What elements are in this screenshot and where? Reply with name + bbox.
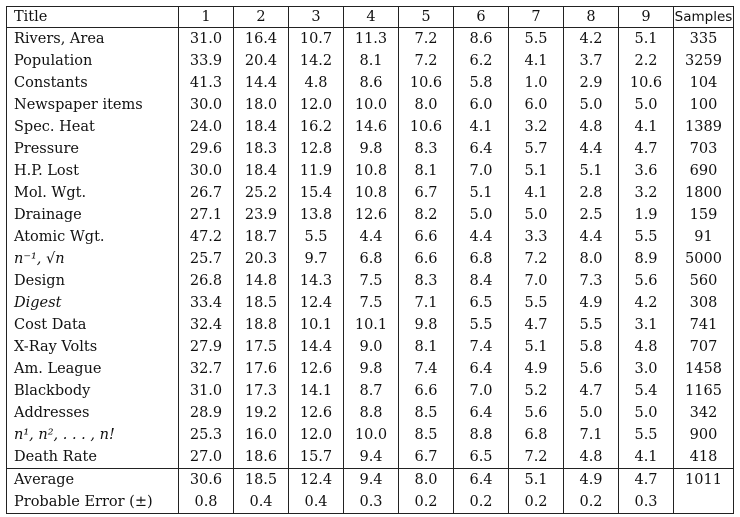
row-value-digit-2: 14.8 <box>234 270 289 292</box>
row-value-digit-7: 5.5 <box>509 292 564 314</box>
data-table-container <box>6 6 733 514</box>
row-value-digit-5: 8.3 <box>399 138 454 160</box>
row-value-digit-9: 5.5 <box>619 226 674 248</box>
row-value-digit-6: 6.2 <box>454 50 509 72</box>
row-samples: 690 <box>674 160 734 182</box>
row-value-digit-8: 5.6 <box>564 358 619 380</box>
row-value-digit-5: 7.2 <box>399 28 454 51</box>
row-value-digit-7: 5.5 <box>509 28 564 51</box>
row-value-digit-4: 7.5 <box>344 292 399 314</box>
row-value-digit-1: 26.8 <box>179 270 234 292</box>
summary-value-digit-1: 0.8 <box>179 491 234 514</box>
row-value-digit-3: 4.8 <box>289 72 344 94</box>
row-title: Design <box>7 270 179 292</box>
table-row <box>7 138 734 160</box>
row-value-digit-7: 3.3 <box>509 226 564 248</box>
row-value-digit-8: 8.0 <box>564 248 619 270</box>
row-samples: 703 <box>674 138 734 160</box>
row-value-digit-8: 5.1 <box>564 160 619 182</box>
row-value-digit-2: 20.3 <box>234 248 289 270</box>
row-value-digit-9: 5.6 <box>619 270 674 292</box>
table-row <box>7 226 734 248</box>
row-value-digit-9: 1.9 <box>619 204 674 226</box>
row-samples: 1165 <box>674 380 734 402</box>
row-value-digit-1: 25.7 <box>179 248 234 270</box>
row-value-digit-4: 10.0 <box>344 424 399 446</box>
summary-value-digit-9: 0.3 <box>619 491 674 514</box>
row-value-digit-9: 3.0 <box>619 358 674 380</box>
row-value-digit-7: 4.9 <box>509 358 564 380</box>
row-value-digit-4: 10.8 <box>344 160 399 182</box>
row-value-digit-6: 5.8 <box>454 72 509 94</box>
row-value-digit-5: 7.1 <box>399 292 454 314</box>
row-samples: 900 <box>674 424 734 446</box>
row-value-digit-9: 10.6 <box>619 72 674 94</box>
row-samples: 1389 <box>674 116 734 138</box>
row-value-digit-5: 7.4 <box>399 358 454 380</box>
row-value-digit-1: 33.9 <box>179 50 234 72</box>
table-row <box>7 116 734 138</box>
row-value-digit-4: 9.8 <box>344 358 399 380</box>
row-title: Constants <box>7 72 179 94</box>
row-title: Newspaper items <box>7 94 179 116</box>
row-title: Pressure <box>7 138 179 160</box>
row-value-digit-5: 7.2 <box>399 50 454 72</box>
header-digit-5: 5 <box>399 7 454 28</box>
table-row <box>7 50 734 72</box>
row-value-digit-6: 8.8 <box>454 424 509 446</box>
row-value-digit-6: 6.4 <box>454 358 509 380</box>
row-value-digit-3: 12.4 <box>289 292 344 314</box>
benford-table <box>6 6 734 514</box>
row-value-digit-9: 4.1 <box>619 116 674 138</box>
table-row <box>7 336 734 358</box>
row-value-digit-6: 6.4 <box>454 138 509 160</box>
row-value-digit-4: 6.8 <box>344 248 399 270</box>
row-value-digit-2: 17.6 <box>234 358 289 380</box>
row-value-digit-6: 4.4 <box>454 226 509 248</box>
summary-value-digit-8: 4.9 <box>564 469 619 492</box>
header-digit-1: 1 <box>179 7 234 28</box>
row-samples: 335 <box>674 28 734 51</box>
row-value-digit-9: 4.1 <box>619 446 674 469</box>
summary-value-digit-2: 0.4 <box>234 491 289 514</box>
row-value-digit-1: 41.3 <box>179 72 234 94</box>
row-value-digit-2: 18.4 <box>234 160 289 182</box>
table-row <box>7 94 734 116</box>
summary-value-digit-1: 30.6 <box>179 469 234 492</box>
row-value-digit-7: 4.1 <box>509 50 564 72</box>
row-title: Mol. Wgt. <box>7 182 179 204</box>
row-value-digit-7: 7.2 <box>509 446 564 469</box>
row-samples: 5000 <box>674 248 734 270</box>
row-value-digit-1: 29.6 <box>179 138 234 160</box>
row-value-digit-5: 6.6 <box>399 380 454 402</box>
row-value-digit-3: 5.5 <box>289 226 344 248</box>
summary-samples <box>674 491 734 514</box>
row-value-digit-2: 16.4 <box>234 28 289 51</box>
row-value-digit-5: 8.3 <box>399 270 454 292</box>
summary-value-digit-5: 0.2 <box>399 491 454 514</box>
row-value-digit-7: 5.6 <box>509 402 564 424</box>
row-value-digit-8: 7.3 <box>564 270 619 292</box>
row-value-digit-6: 6.5 <box>454 446 509 469</box>
row-samples: 308 <box>674 292 734 314</box>
row-value-digit-7: 5.7 <box>509 138 564 160</box>
row-value-digit-8: 2.9 <box>564 72 619 94</box>
row-value-digit-9: 3.6 <box>619 160 674 182</box>
row-value-digit-1: 32.4 <box>179 314 234 336</box>
row-value-digit-5: 10.6 <box>399 72 454 94</box>
row-value-digit-9: 8.9 <box>619 248 674 270</box>
row-samples: 91 <box>674 226 734 248</box>
summary-value-digit-2: 18.5 <box>234 469 289 492</box>
row-value-digit-8: 4.4 <box>564 138 619 160</box>
table-row <box>7 72 734 94</box>
header-digit-2: 2 <box>234 7 289 28</box>
summary-value-digit-9: 4.7 <box>619 469 674 492</box>
average-row <box>7 469 734 492</box>
row-value-digit-9: 3.2 <box>619 182 674 204</box>
summary-value-digit-8: 0.2 <box>564 491 619 514</box>
row-value-digit-3: 15.4 <box>289 182 344 204</box>
probable-error-row <box>7 491 734 514</box>
row-value-digit-6: 6.4 <box>454 402 509 424</box>
row-value-digit-1: 30.0 <box>179 160 234 182</box>
row-value-digit-5: 6.7 <box>399 446 454 469</box>
row-samples: 1800 <box>674 182 734 204</box>
row-value-digit-8: 4.2 <box>564 28 619 51</box>
header-samples: Samples <box>674 7 734 28</box>
row-value-digit-2: 17.3 <box>234 380 289 402</box>
row-title: Death Rate <box>7 446 179 469</box>
summary-value-digit-5: 8.0 <box>399 469 454 492</box>
row-title: Blackbody <box>7 380 179 402</box>
row-samples: 560 <box>674 270 734 292</box>
row-value-digit-2: 18.3 <box>234 138 289 160</box>
header-digit-9: 9 <box>619 7 674 28</box>
row-value-digit-3: 9.7 <box>289 248 344 270</box>
row-value-digit-8: 4.4 <box>564 226 619 248</box>
row-value-digit-5: 10.6 <box>399 116 454 138</box>
row-value-digit-3: 12.6 <box>289 402 344 424</box>
row-value-digit-7: 3.2 <box>509 116 564 138</box>
table-row <box>7 446 734 469</box>
row-value-digit-4: 10.1 <box>344 314 399 336</box>
row-value-digit-4: 8.8 <box>344 402 399 424</box>
row-value-digit-1: 32.7 <box>179 358 234 380</box>
row-value-digit-3: 12.0 <box>289 94 344 116</box>
row-value-digit-7: 5.1 <box>509 160 564 182</box>
row-value-digit-5: 8.5 <box>399 402 454 424</box>
row-value-digit-8: 7.1 <box>564 424 619 446</box>
row-samples: 707 <box>674 336 734 358</box>
summary-value-digit-3: 0.4 <box>289 491 344 514</box>
row-value-digit-9: 5.0 <box>619 402 674 424</box>
row-value-digit-7: 4.7 <box>509 314 564 336</box>
row-value-digit-3: 14.2 <box>289 50 344 72</box>
row-value-digit-1: 27.1 <box>179 204 234 226</box>
row-value-digit-8: 2.5 <box>564 204 619 226</box>
row-value-digit-3: 14.4 <box>289 336 344 358</box>
row-value-digit-6: 5.1 <box>454 182 509 204</box>
table-row <box>7 292 734 314</box>
row-value-digit-2: 17.5 <box>234 336 289 358</box>
row-samples: 3259 <box>674 50 734 72</box>
row-value-digit-9: 5.5 <box>619 424 674 446</box>
row-value-digit-2: 18.0 <box>234 94 289 116</box>
row-value-digit-4: 9.8 <box>344 138 399 160</box>
row-value-digit-3: 14.1 <box>289 380 344 402</box>
row-value-digit-2: 18.8 <box>234 314 289 336</box>
row-title: Digest <box>7 292 179 314</box>
header-row <box>7 7 734 28</box>
row-value-digit-5: 8.5 <box>399 424 454 446</box>
row-value-digit-2: 18.5 <box>234 292 289 314</box>
row-value-digit-8: 5.5 <box>564 314 619 336</box>
row-title: Atomic Wgt. <box>7 226 179 248</box>
row-value-digit-8: 2.8 <box>564 182 619 204</box>
row-value-digit-6: 8.4 <box>454 270 509 292</box>
table-row <box>7 182 734 204</box>
row-value-digit-8: 5.0 <box>564 402 619 424</box>
row-value-digit-7: 1.0 <box>509 72 564 94</box>
row-value-digit-6: 8.6 <box>454 28 509 51</box>
row-value-digit-7: 5.0 <box>509 204 564 226</box>
row-value-digit-4: 4.4 <box>344 226 399 248</box>
header-digit-6: 6 <box>454 7 509 28</box>
row-value-digit-3: 12.8 <box>289 138 344 160</box>
row-value-digit-2: 19.2 <box>234 402 289 424</box>
row-samples: 418 <box>674 446 734 469</box>
summary-samples: 1011 <box>674 469 734 492</box>
row-value-digit-2: 20.4 <box>234 50 289 72</box>
header-digit-4: 4 <box>344 7 399 28</box>
row-title: X-Ray Volts <box>7 336 179 358</box>
row-value-digit-9: 2.2 <box>619 50 674 72</box>
row-value-digit-3: 10.7 <box>289 28 344 51</box>
row-value-digit-8: 5.8 <box>564 336 619 358</box>
row-value-digit-1: 31.0 <box>179 28 234 51</box>
table-row <box>7 314 734 336</box>
row-value-digit-9: 5.0 <box>619 94 674 116</box>
row-value-digit-8: 5.0 <box>564 94 619 116</box>
row-value-digit-4: 14.6 <box>344 116 399 138</box>
row-value-digit-6: 6.8 <box>454 248 509 270</box>
row-title: Drainage <box>7 204 179 226</box>
summary-value-digit-6: 6.4 <box>454 469 509 492</box>
row-value-digit-4: 11.3 <box>344 28 399 51</box>
row-value-digit-2: 16.0 <box>234 424 289 446</box>
row-value-digit-9: 5.1 <box>619 28 674 51</box>
row-value-digit-1: 27.9 <box>179 336 234 358</box>
header-digit-8: 8 <box>564 7 619 28</box>
row-samples: 342 <box>674 402 734 424</box>
row-value-digit-3: 12.6 <box>289 358 344 380</box>
summary-value-digit-7: 5.1 <box>509 469 564 492</box>
row-title: n¹, n², . . . , n! <box>7 424 179 446</box>
row-value-digit-7: 7.0 <box>509 270 564 292</box>
row-value-digit-6: 7.0 <box>454 160 509 182</box>
table-row <box>7 380 734 402</box>
row-title: Rivers, Area <box>7 28 179 51</box>
row-value-digit-5: 6.7 <box>399 182 454 204</box>
row-value-digit-9: 4.2 <box>619 292 674 314</box>
row-value-digit-8: 4.9 <box>564 292 619 314</box>
row-value-digit-3: 15.7 <box>289 446 344 469</box>
row-value-digit-5: 6.6 <box>399 226 454 248</box>
row-value-digit-6: 6.5 <box>454 292 509 314</box>
row-value-digit-1: 28.9 <box>179 402 234 424</box>
row-value-digit-1: 47.2 <box>179 226 234 248</box>
summary-value-digit-3: 12.4 <box>289 469 344 492</box>
summary-value-digit-7: 0.2 <box>509 491 564 514</box>
row-value-digit-4: 7.5 <box>344 270 399 292</box>
row-value-digit-3: 10.1 <box>289 314 344 336</box>
summary-title: Average <box>7 469 179 492</box>
row-title: Cost Data <box>7 314 179 336</box>
table-body <box>7 7 734 514</box>
row-value-digit-8: 3.7 <box>564 50 619 72</box>
summary-title: Probable Error (±) <box>7 491 179 514</box>
row-value-digit-9: 4.7 <box>619 138 674 160</box>
row-value-digit-7: 5.2 <box>509 380 564 402</box>
row-value-digit-1: 30.0 <box>179 94 234 116</box>
header-title: Title <box>7 7 179 28</box>
table-row <box>7 248 734 270</box>
row-value-digit-4: 10.0 <box>344 94 399 116</box>
row-value-digit-4: 8.7 <box>344 380 399 402</box>
row-value-digit-6: 7.4 <box>454 336 509 358</box>
table-row <box>7 358 734 380</box>
row-value-digit-5: 6.6 <box>399 248 454 270</box>
row-title: n⁻¹, √n <box>7 248 179 270</box>
row-value-digit-6: 4.1 <box>454 116 509 138</box>
row-value-digit-2: 23.9 <box>234 204 289 226</box>
row-value-digit-4: 12.6 <box>344 204 399 226</box>
row-title: Am. League <box>7 358 179 380</box>
table-row <box>7 424 734 446</box>
row-value-digit-2: 18.6 <box>234 446 289 469</box>
row-samples: 741 <box>674 314 734 336</box>
row-title: Addresses <box>7 402 179 424</box>
row-value-digit-5: 8.0 <box>399 94 454 116</box>
row-samples: 104 <box>674 72 734 94</box>
row-value-digit-1: 24.0 <box>179 116 234 138</box>
row-value-digit-8: 4.8 <box>564 116 619 138</box>
row-value-digit-5: 8.2 <box>399 204 454 226</box>
row-value-digit-4: 9.4 <box>344 446 399 469</box>
row-samples: 159 <box>674 204 734 226</box>
summary-value-digit-6: 0.2 <box>454 491 509 514</box>
row-value-digit-6: 7.0 <box>454 380 509 402</box>
row-value-digit-7: 6.8 <box>509 424 564 446</box>
summary-value-digit-4: 0.3 <box>344 491 399 514</box>
row-value-digit-9: 4.8 <box>619 336 674 358</box>
row-value-digit-6: 6.0 <box>454 94 509 116</box>
row-value-digit-1: 27.0 <box>179 446 234 469</box>
row-value-digit-7: 7.2 <box>509 248 564 270</box>
row-value-digit-4: 10.8 <box>344 182 399 204</box>
row-value-digit-2: 25.2 <box>234 182 289 204</box>
row-value-digit-4: 8.6 <box>344 72 399 94</box>
table-row <box>7 28 734 51</box>
row-value-digit-7: 6.0 <box>509 94 564 116</box>
summary-value-digit-4: 9.4 <box>344 469 399 492</box>
row-value-digit-4: 8.1 <box>344 50 399 72</box>
row-value-digit-8: 4.8 <box>564 446 619 469</box>
row-value-digit-8: 4.7 <box>564 380 619 402</box>
row-value-digit-3: 12.0 <box>289 424 344 446</box>
row-value-digit-4: 9.0 <box>344 336 399 358</box>
row-value-digit-6: 5.0 <box>454 204 509 226</box>
row-value-digit-1: 26.7 <box>179 182 234 204</box>
row-value-digit-1: 31.0 <box>179 380 234 402</box>
table-row <box>7 160 734 182</box>
row-value-digit-5: 8.1 <box>399 336 454 358</box>
row-value-digit-5: 8.1 <box>399 160 454 182</box>
row-value-digit-9: 3.1 <box>619 314 674 336</box>
row-value-digit-5: 9.8 <box>399 314 454 336</box>
row-value-digit-3: 13.8 <box>289 204 344 226</box>
row-title: Population <box>7 50 179 72</box>
row-value-digit-3: 14.3 <box>289 270 344 292</box>
row-value-digit-7: 5.1 <box>509 336 564 358</box>
header-digit-7: 7 <box>509 7 564 28</box>
row-samples: 100 <box>674 94 734 116</box>
header-digit-3: 3 <box>289 7 344 28</box>
row-value-digit-3: 16.2 <box>289 116 344 138</box>
row-value-digit-9: 5.4 <box>619 380 674 402</box>
row-samples: 1458 <box>674 358 734 380</box>
row-value-digit-1: 25.3 <box>179 424 234 446</box>
row-value-digit-3: 11.9 <box>289 160 344 182</box>
row-title: H.P. Lost <box>7 160 179 182</box>
table-row <box>7 204 734 226</box>
table-row <box>7 402 734 424</box>
row-value-digit-2: 18.4 <box>234 116 289 138</box>
row-value-digit-2: 14.4 <box>234 72 289 94</box>
row-value-digit-1: 33.4 <box>179 292 234 314</box>
table-row <box>7 270 734 292</box>
row-value-digit-6: 5.5 <box>454 314 509 336</box>
row-value-digit-2: 18.7 <box>234 226 289 248</box>
row-value-digit-7: 4.1 <box>509 182 564 204</box>
row-title: Spec. Heat <box>7 116 179 138</box>
